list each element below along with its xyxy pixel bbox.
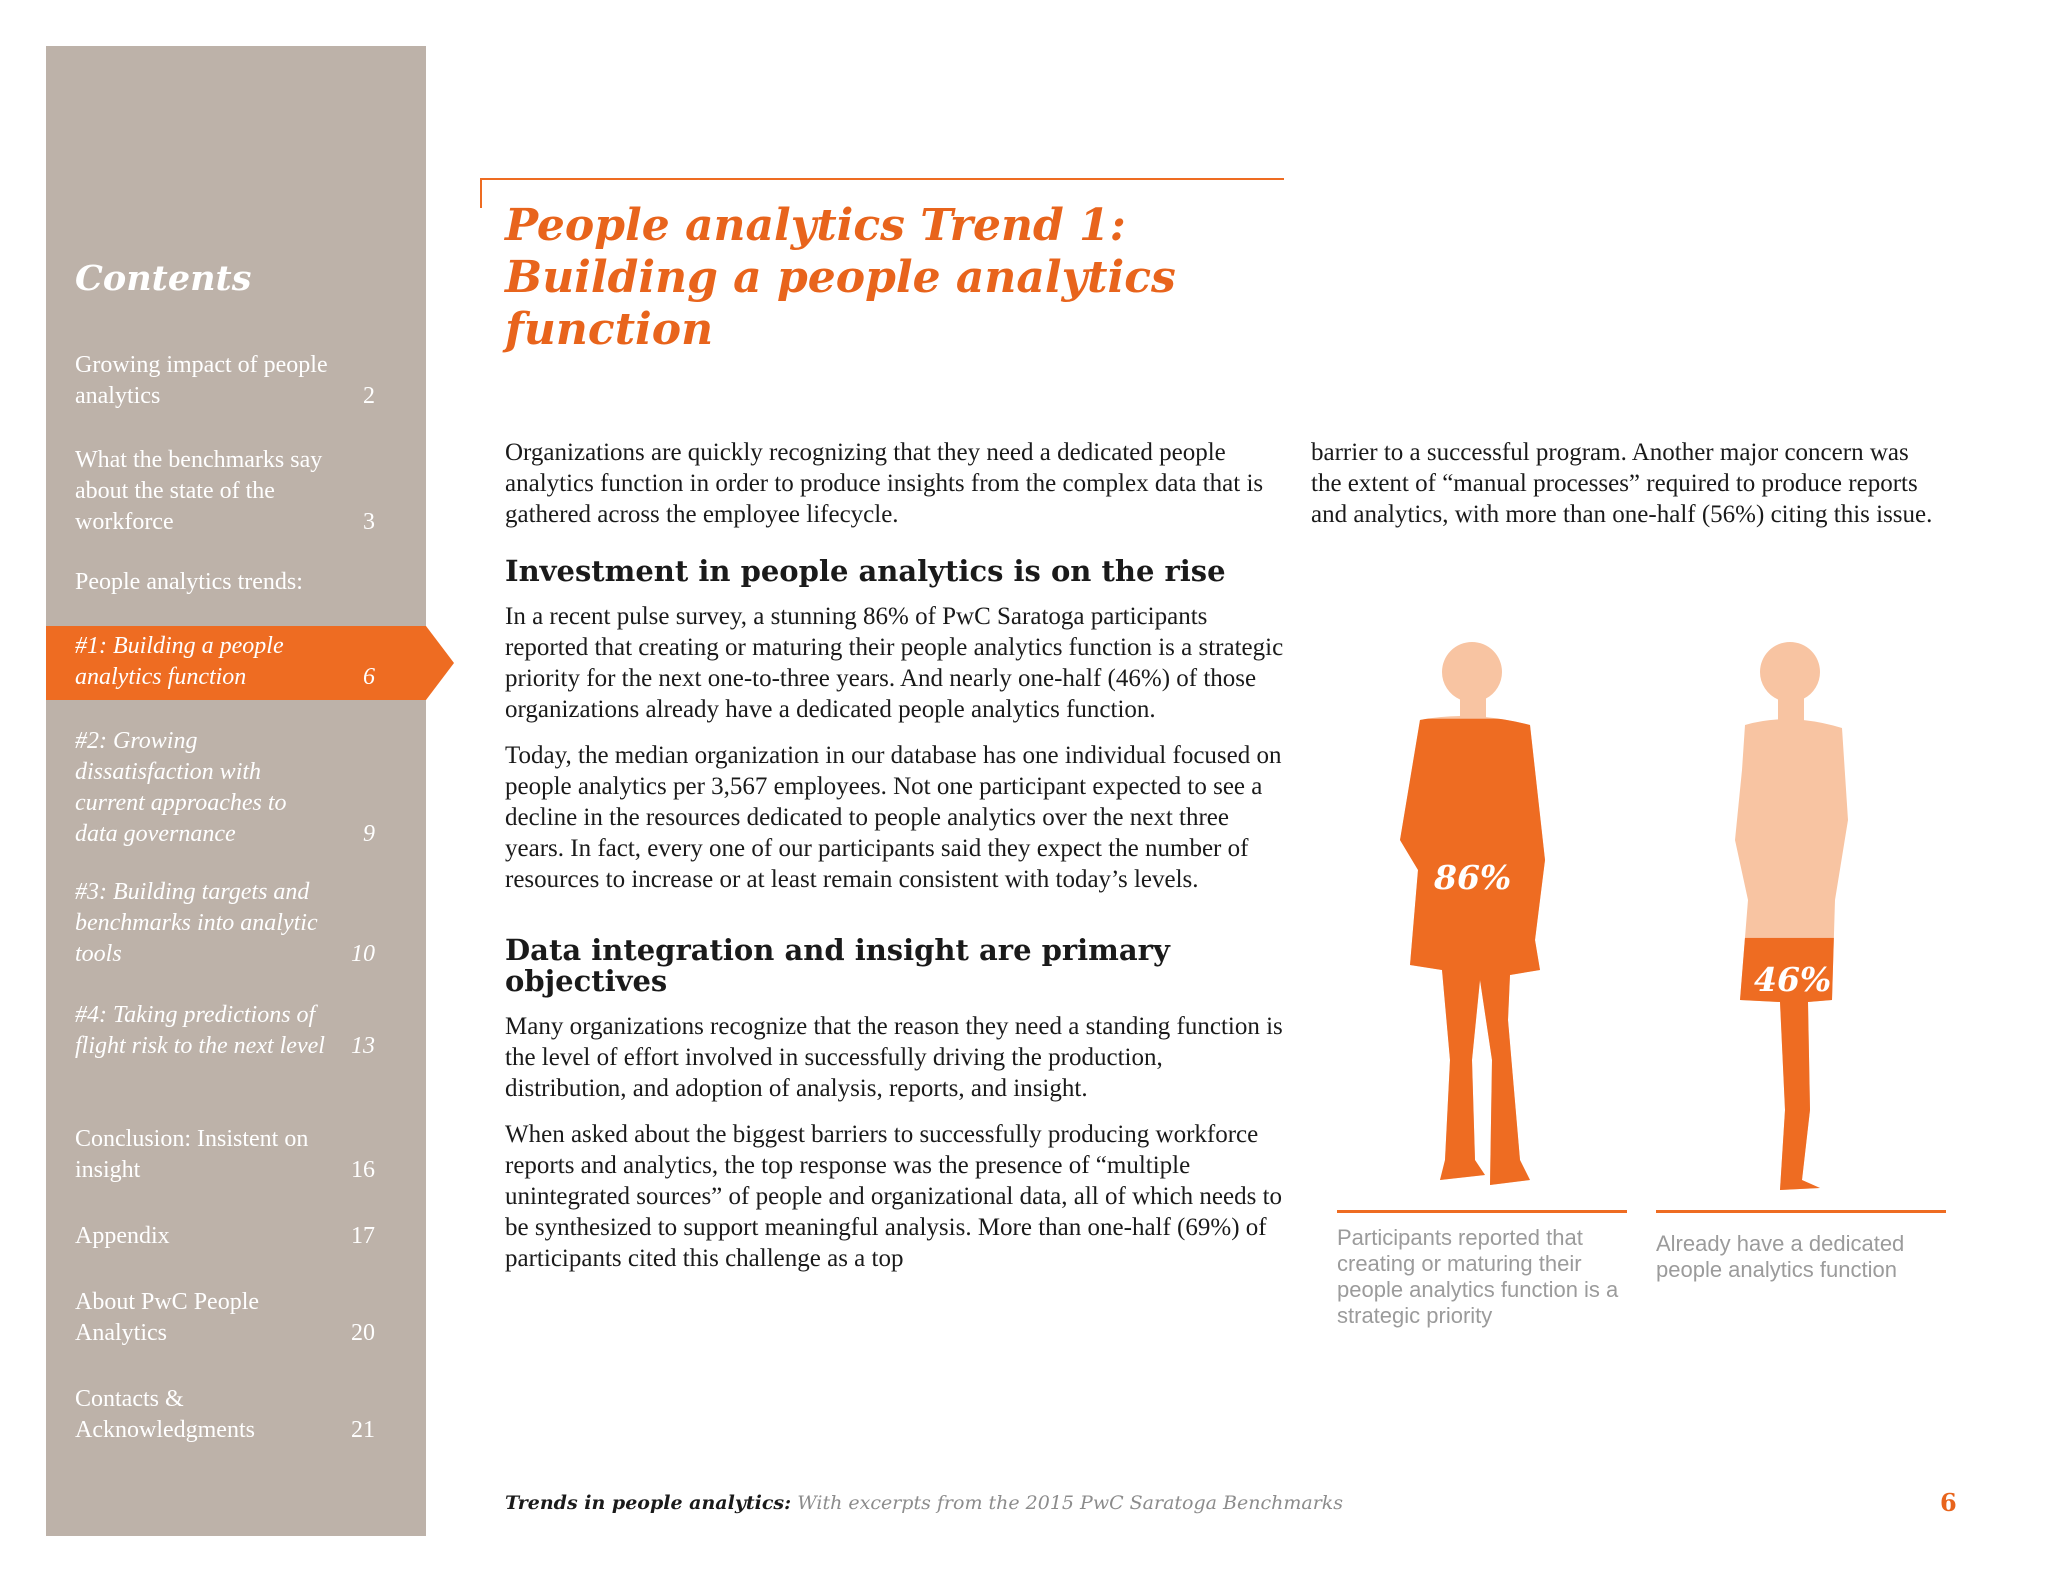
toc-item-label: #3: Building targets and benchmarks into analytic tools [75, 879, 318, 967]
toc-item-label: #4: Taking predictions of flight risk to the next level [75, 1002, 325, 1059]
toc-item-label: Conclusion: Insistent on insight [75, 1126, 309, 1183]
toc-item-label: Growing impact of people analytics [75, 352, 328, 409]
section-heading-investment: Investment in people analytics is on the rise [505, 554, 1226, 588]
footer-title: Trends in people analytics: [505, 1492, 792, 1514]
page-title: People analytics Trend 1: Building a people analytics function [505, 200, 1176, 355]
toc-item-trend-4[interactable] [75, 1000, 375, 1062]
man-silhouette-figure [1380, 640, 1580, 1200]
toc-item-page: 6 [363, 664, 375, 690]
toc-item-trend-1[interactable] [75, 631, 375, 693]
toc-item-page: 10 [351, 941, 375, 967]
section-heading-data-integration: Data integration and insight are primary objectives [505, 933, 1170, 998]
toc-item-label: Contacts & Acknowledgments [75, 1386, 255, 1443]
paragraph: barrier to a successful program. Another major concern was the extent of “manual processes” required to produce reports and analytics, with more than one-half (56%) citing this issue. [1311, 439, 1933, 528]
toc-item-page: 20 [351, 1320, 375, 1346]
toc-item-label: Appendix [75, 1223, 170, 1249]
toc-item-page: 2 [363, 383, 375, 409]
toc-item-about[interactable] [75, 1287, 375, 1349]
toc-item-contacts[interactable] [75, 1384, 375, 1446]
article-column-2 [1311, 437, 1941, 545]
paragraph: Today, the median organization in our database has one individual focused on people analytics per 3,567 employees. Not one participant expected to see a decline in the resources dedicated to people analytics over the next three years. In fact, every one of our participants said they expect the number of resources to increase or at least remain consistent with today’s levels. [505, 742, 1282, 893]
intro-paragraph: Organizations are quickly recognizing that they need a dedicated people analytics function in order to produce insights from the complex data that is gathered across the employee lifecycle. [505, 439, 1264, 528]
stat-86-label: 86% [1434, 858, 1512, 897]
toc-item-label: #1: Building a people analytics function [75, 633, 284, 690]
caption-rule-1 [1337, 1210, 1627, 1213]
toc-item-label: What the benchmarks say about the state of the workforce [75, 447, 323, 535]
paragraph: Many organizations recognize that the reason they need a standing function is the level of effort involved in successfully driving the production, distribution, and adoption of analysis, reports, and insight. [505, 1013, 1283, 1102]
toc-item-appendix[interactable] [75, 1221, 375, 1252]
toc-item-growing-impact[interactable] [75, 350, 375, 412]
toc-item-trend-3[interactable] [75, 877, 375, 970]
toc-item-conclusion[interactable] [75, 1124, 375, 1186]
toc-item-trends-heading [75, 567, 375, 598]
toc-item-page: 17 [351, 1223, 375, 1249]
active-item-arrow [426, 626, 454, 700]
page-footer [505, 1492, 1343, 1514]
toc-item-label: People analytics trends: [75, 569, 303, 595]
article-column-1 [505, 437, 1285, 1289]
toc-item-label: About PwC People Analytics [75, 1289, 260, 1346]
toc-item-page: 9 [363, 821, 375, 847]
headline-rule [480, 178, 1284, 180]
caption-rule-2 [1656, 1210, 1946, 1213]
toc-item-page: 3 [363, 509, 375, 535]
toc-item-benchmarks[interactable] [75, 445, 375, 538]
toc-item-label: #2: Growing dissatisfaction with current approaches to data governance [75, 728, 287, 847]
page-number: 6 [1940, 1488, 1957, 1517]
stat-46-caption: Already have a dedicated people analytics function [1656, 1231, 1905, 1282]
woman-silhouette-figure [1690, 640, 1890, 1200]
toc-item-page: 21 [351, 1417, 375, 1443]
toc-item-trend-2[interactable] [75, 726, 375, 850]
man-silhouette-fill [1380, 719, 1580, 1200]
headline-rule-tick [480, 178, 482, 208]
toc-item-page: 13 [351, 1033, 375, 1059]
stat-86-caption: Participants reported that creating or maturing their people analytics function is a strategic priority [1337, 1225, 1619, 1328]
footer-subtitle: With excerpts from the 2015 PwC Saratoga Benchmarks [797, 1492, 1344, 1514]
paragraph: In a recent pulse survey, a stunning 86% of PwC Saratoga participants reported that creating or maturing their people analytics function is a strategic priority for the next one-to-three years. And nearly one-half (46%) of those organizations already have a dedicated people analytics function. [505, 603, 1284, 723]
stat-46-label: 46% [1754, 960, 1832, 999]
paragraph: When asked about the biggest barriers to successfully producing workforce reports and analytics, the top response was the presence of “multiple unintegrated sources” of people and organizational data, all of which needs to be synthesized to support meaningful analysis. More than one-half (69%) of participants cited this challenge as a top [505, 1121, 1283, 1272]
contents-title: Contents [75, 258, 252, 299]
toc-item-page: 16 [351, 1157, 375, 1183]
